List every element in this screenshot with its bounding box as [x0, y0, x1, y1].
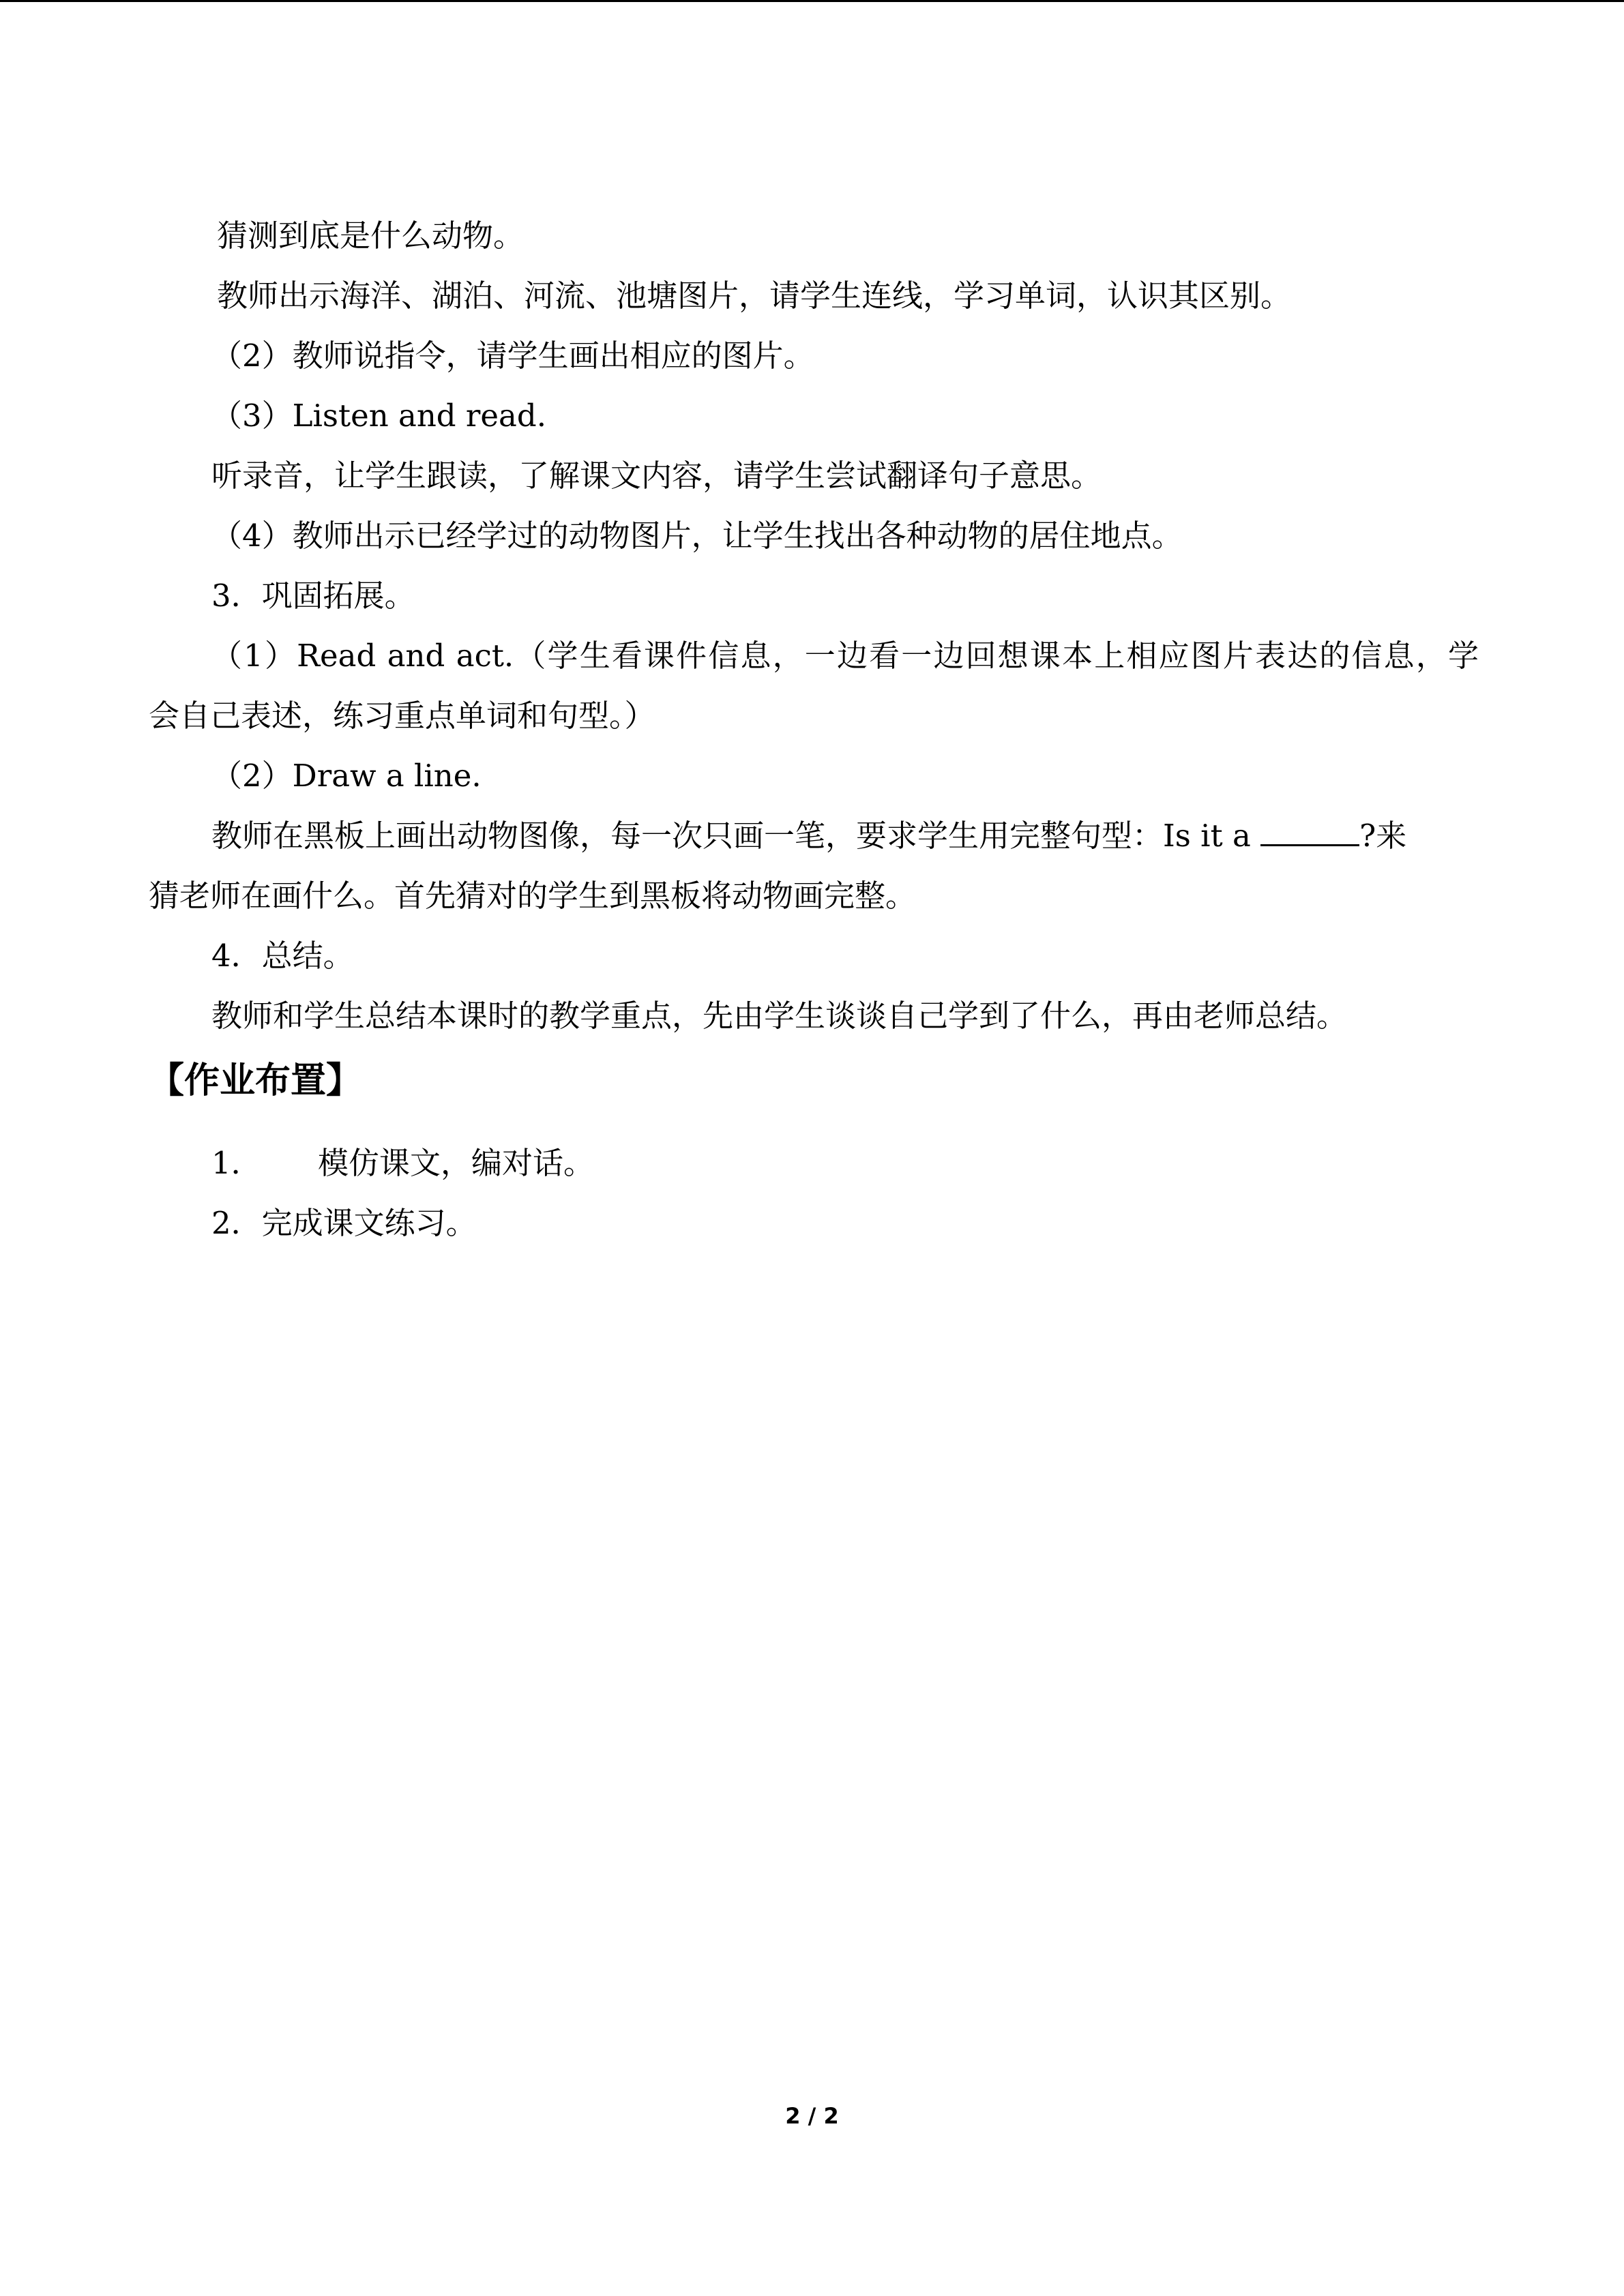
paragraph-summary-title: 4．总结。	[211, 938, 354, 974]
paragraph-step-2: （2）教师说指令，请学生画出相应的图片。	[211, 338, 814, 374]
top-border-rule	[0, 0, 1624, 2]
paragraph-guess-animal: 猜测到底是什么动物。	[217, 218, 525, 254]
paragraph-read-act-line2: 会自己表述，练习重点单词和句型。）	[149, 698, 655, 734]
paragraph-summary-body: 教师和学生总结本课时的教学重点，先由学生谈谈自己学到了什么，再由老师总结。	[211, 998, 1348, 1034]
paragraph-blackboard-line1	[211, 816, 1406, 856]
paragraph-show-pictures: 教师出示海洋、湖泊、河流、池塘图片，请学生连线，学习单词，认识其区别。	[217, 278, 1292, 314]
paragraph-step-3: （3）Listen and read.	[211, 398, 547, 434]
paragraph-draw-line: （2）Draw a line.	[211, 758, 482, 794]
paragraph-read-act-line1: （1）Read and act.（学生看课件信息，一边看一边回想课本上相应图片表达的信息，学	[211, 638, 1479, 674]
homework-item-1	[211, 1143, 594, 1184]
paragraph-step-4: （4）教师出示已经学过的动物图片，让学生找出各种动物的居住地点。	[211, 518, 1183, 554]
paragraph-listen-recording: 听录音，让学生跟读，了解课文内容，请学生尝试翻译句子意思。	[211, 458, 1102, 494]
paragraph-blackboard-line2: 猜老师在画什么。首先猜对的学生到黑板将动物画完整。	[149, 878, 917, 914]
blackboard-text-before-blank: 教师在黑板上画出动物图像，每一次只画一笔，要求学生用完整句型：Is it a	[211, 818, 1261, 854]
homework-item-1-number: 1．	[211, 1145, 262, 1181]
blackboard-text-after-blank: ?来	[1359, 818, 1407, 854]
page-number: 2 / 2	[785, 2103, 839, 2129]
homework-item-2: 2．完成课文练习。	[211, 1205, 477, 1241]
fill-in-blank	[1260, 817, 1359, 846]
homework-heading: 【作业布置】	[149, 1060, 362, 1101]
paragraph-consolidate: 3．巩固拓展。	[211, 578, 415, 614]
homework-item-1-text: 模仿课文，编对话。	[318, 1145, 595, 1181]
